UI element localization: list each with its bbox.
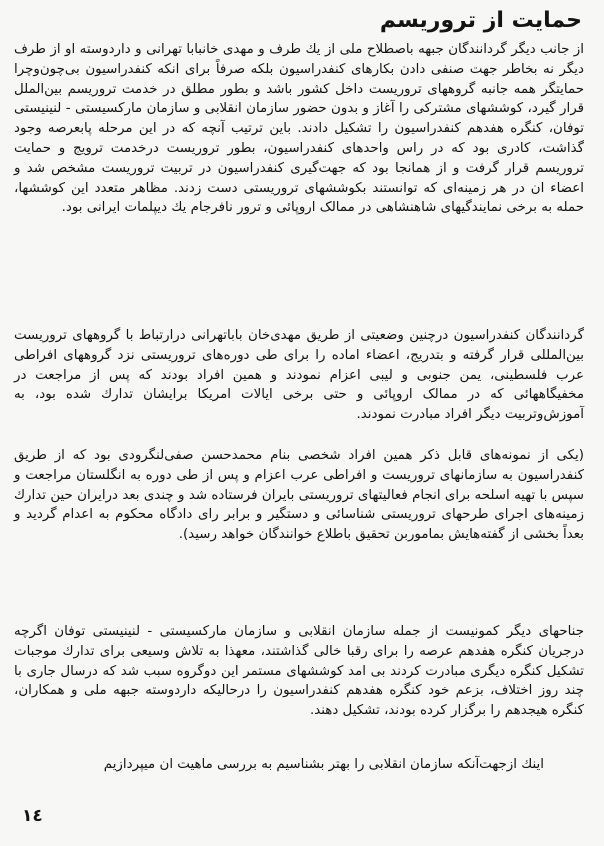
page-number: ١٤ [22,806,43,826]
closing-line: اینك ازجهت‌آنکه سازمان انقلابی را بهتر بشناسیم به بررسی ماهیت ان میپردازیم [103,757,544,772]
body-paragraph: از جانب دیگر گردانندگان جبهه باصطلاح ملی از یك طرف و مهدی خانبابا تهرانی و داردوسته او از طرف دیگر نه بخاطر جهت صنفی دادن بکارهای کنفدراسیون بلکه صرفاً برای انکه کنفدراسیون بی‌چون‌وچرا حمایتگر همه جانبه گروههای تروریست داخل کشور باشد و بطور مطلق در خدمت تروریسم بین‌الملل قرار گیرد، کوششهای مشترکی را آغاز و بدون حضور سازمان انقلابی و سازمان مارکسیستی - لنینیستی توفان، کنگره هفدهم کنفدراسیون را تشکیل دادند. باین ترتیب آنچه که در این مرحله پابعرصه وجود گذاشت، کادری بود که در راس واحدهای کنفدراسیون، بطور تروریست درخدمت ترویج و حمایت تروریسم قرار گرفت و از همانجا بود که جهت‌گیری کنفدراسیون در تربیت تروریست مشخص شد و اعضاء ان در هر زمینه‌ای که توانستند بکوششهای تروریستی دست زدند. مظاهر متعدد این کوششها، حمله به برخی نمایندگیهای شاهنشاهی در ممالک اروپائی و ترور نافرجام یك دیپلمات ایرانی بود. [14,42,584,216]
body-paragraph: جناحهای دیگر کمونیست از جمله سازمان انقلابی و سازمان مارکسیستی - لنینیستی توفان اگرچه درجریان کنگره هفدهم عرصه را برای رقبا خالی گذاشتند، معهذا به تلاش وسیعی برای تدارك موجبات تشکیل کنگره دیگری مبادرت کردند بی امد کوششهای مستمر این دوگروه سبب شد که درسال جاری با چند روز اختلاف، بزعم خود کنگره هفدهم کنفدراسیون را درحالیکه داردوسته جبهه ملی و همکاران، کنگره هیجدهم را برگزار کرده بودند، تشکیل دهند. [14,624,584,719]
body-paragraph: گردانندگان کنفدراسیون درچنین وضعیتی از طریق مهدی‌خان باباتهرانی درارتباط با گروههای تروریست بین‌المللی قرار گرفته و بتدریج، اعضاء اماده را برای طی دوره‌های تروریستی نزد گروههای افراطی عرب فلسطینی، یمن جنوبی و لیبی اعزام نمودند و همین افراد بودند که پس از مراجعت در مخفیگاههائی که در ممالک اروپائی و حتی برخی ایالات امریکا برایشان تدارك شده بود، به آموزش‌وتربیت دیگر افراد مبادرت نمودند. [14,328,584,423]
body-paragraph: (یکی از نمونه‌های قابل ذکر همین افراد شخصی بنام محمدحسن صفی‌لنگرودی بود که از طریق کنفدراسیون به سازمانهای تروریست و افراطی عرب اعزام و پس از طی دوره به انگلستان مراجعت و سپس با تهیه اسلحه برای انجام فعالیتهای تروریستی بایران فرستاده شد و چندی بعد درایران حین تدارك زمینه‌های اجرای طرحهای تروریستی شناسائی و دستگیر و برابر رای دادگاه محکوم به اعدام گردید و بعداً بخشی از گفته‌هایش بماموربن تحقیق باطلاع خوانندگان خواهد رسید). [14,448,584,543]
section-title: حمایت از تروریسم [379,8,582,33]
